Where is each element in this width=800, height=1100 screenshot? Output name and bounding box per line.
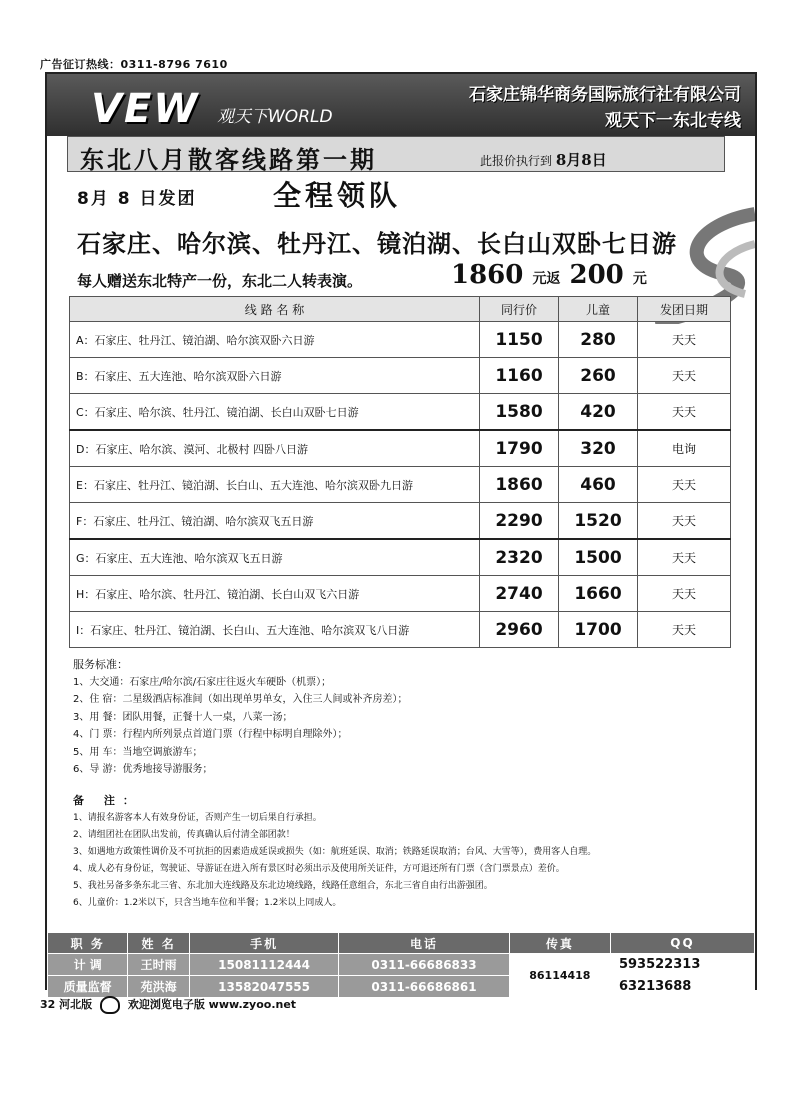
child-price-cell: 1500 — [559, 539, 638, 576]
escort-banner: 全程领队 — [273, 179, 402, 212]
gift-note: 每人赠送东北特产一份，东北二人转表演。 — [77, 272, 363, 290]
child-price-cell: 320 — [559, 430, 638, 467]
contact-row — [48, 976, 755, 998]
page-number: 32 — [40, 998, 56, 1011]
price-valid-date: 8月8日 — [555, 151, 607, 169]
note-item: 3、如遇地方政策性调价及不可抗拒的因素造成延误或损失（如：航班延误、取消；铁路延误取消；台风、大雪等），费用客人自理。 — [73, 847, 597, 857]
service-item: 4、门 票：行程内所列景点首道门票（行程中标明自理除外）； — [73, 729, 348, 740]
service-item: 2、住 宿：二星级酒店标准间（如出现单男单女，入住三人间或补齐房差）； — [73, 694, 408, 705]
note-item: 1、请报名游客本人有效身份证，否则产生一切后果自行承担。 — [73, 813, 322, 823]
logo — [67, 84, 337, 130]
phone-cell: 0311-66686861 — [339, 976, 509, 998]
frequency-cell: 电询 — [638, 430, 731, 467]
col-phone: 电话 — [339, 933, 509, 954]
price-cell: 1580 — [480, 394, 559, 431]
child-price-cell: 420 — [559, 394, 638, 431]
note-item: 5、我社另备多条东北三省、东北加大连线路及东北边境线路，线路任意组合，东北三省自由行出游强团。 — [73, 881, 493, 891]
price-cell: 2960 — [480, 612, 559, 648]
note-item: 6、儿童价：1.2米以下，只含当地车位和半餐；1.2米以上同成人。 — [73, 898, 342, 908]
col-mobile: 手机 — [189, 933, 338, 954]
logo-text: VEW — [91, 86, 200, 132]
child-price-cell: 280 — [559, 322, 638, 358]
price-table — [69, 296, 731, 648]
flyer-frame — [45, 72, 757, 994]
service-item: 3、用 餐：团队用餐，正餐十人一桌，八菜一汤； — [73, 711, 293, 723]
mobile-cell: 13582047555 — [189, 976, 338, 998]
child-price-cell: 460 — [559, 467, 638, 503]
site-link[interactable]: 欢迎浏览电子版 www.zyoo.net — [127, 998, 297, 1011]
header-band — [47, 74, 755, 136]
col-role: 职 务 — [48, 933, 128, 954]
promo-rebate-value: 200 — [569, 260, 624, 290]
price-cell: 2740 — [480, 576, 559, 612]
promo-price-value: 1860 — [451, 260, 524, 290]
contact-row — [48, 954, 755, 976]
line-name: 观天下一东北专线 — [605, 111, 741, 131]
page-footer — [40, 996, 296, 1014]
title-bar — [67, 136, 725, 172]
route-cell: A：石家庄、牡丹江、镜泊湖、哈尔滨双卧六日游 — [70, 322, 480, 358]
contact-table — [47, 932, 755, 998]
site-logo-icon — [100, 996, 120, 1014]
price-cell: 2320 — [480, 539, 559, 576]
page-title: 东北八月散客线路第一期 — [80, 146, 377, 174]
frequency-cell: 天天 — [638, 358, 731, 394]
role-cell: 计 调 — [48, 954, 128, 976]
col-qq: QQ — [610, 933, 754, 954]
note-item: 4、成人必有身份证，驾驶证、导游证在进入所有景区时必须出示及使用所关证件，方可退还所有门票（含门票景点）差价。 — [73, 864, 565, 874]
promo-price — [451, 260, 647, 290]
child-price-cell: 260 — [559, 358, 638, 394]
route-cell: F：石家庄、牡丹江、镜泊湖、哈尔滨双飞五日游 — [70, 503, 480, 540]
departure-date: 8月 8 日发团 — [77, 189, 197, 209]
promo-unit-1: 元返 — [532, 271, 561, 287]
route-cell: D：石家庄、哈尔滨、漠河、北极村 四卧八日游 — [70, 430, 480, 467]
frequency-cell: 天天 — [638, 322, 731, 358]
qq-cell: 63213688 — [610, 976, 754, 998]
note-item: 2、请组团社在团队出发前，传真确认后付清全部团款！ — [73, 830, 295, 840]
col-child: 儿童 — [559, 297, 638, 322]
service-item: 1、大交通：石家庄/哈尔滨/石家庄往返火车硬卧（机票）； — [73, 676, 332, 688]
mobile-cell: 15081112444 — [189, 954, 338, 976]
route-cell: H：石家庄、哈尔滨、牡丹江、镜泊湖、长白山双飞六日游 — [70, 576, 480, 612]
table-row — [70, 612, 731, 648]
col-route: 线 路 名 称 — [70, 297, 480, 322]
child-price-cell: 1700 — [559, 612, 638, 648]
price-cell: 1160 — [480, 358, 559, 394]
service-item: 6、导 游：优秀地接导游服务； — [73, 764, 213, 775]
frequency-cell: 天天 — [638, 503, 731, 540]
qq-cell: 593522313 — [610, 954, 754, 976]
frequency-cell: 天天 — [638, 612, 731, 648]
role-cell: 质量监督 — [48, 976, 128, 998]
edition-label: 河北版 — [59, 998, 93, 1011]
service-standards — [73, 656, 408, 779]
notes-heading: 备 注： — [73, 794, 142, 807]
phone-cell: 0311-66686833 — [339, 954, 509, 976]
col-fax: 传真 — [509, 933, 610, 954]
route-cell: C：石家庄、哈尔滨、牡丹江、镜泊湖、长白山双卧七日游 — [70, 394, 480, 431]
table-row — [70, 576, 731, 612]
logo-subtitle: 观天下WORLD — [217, 107, 333, 127]
table-row — [70, 539, 731, 576]
child-price-cell: 1660 — [559, 576, 638, 612]
frequency-cell: 天天 — [638, 467, 731, 503]
company-name: 石家庄锦华商务国际旅行社有限公司 — [469, 85, 741, 105]
price-valid-note — [480, 149, 607, 170]
featured-tour-title: 石家庄、哈尔滨、牡丹江、镜泊湖、长白山双卧七日游 — [77, 230, 677, 258]
table-row — [70, 467, 731, 503]
route-cell: B：石家庄、五大连池、哈尔滨双卧六日游 — [70, 358, 480, 394]
table-row — [70, 503, 731, 540]
frequency-cell: 天天 — [638, 539, 731, 576]
ad-hotline: 广告征订热线：0311-8796 7610 — [40, 58, 228, 71]
table-row — [70, 358, 731, 394]
col-name: 姓 名 — [128, 933, 189, 954]
table-row — [70, 394, 731, 431]
promo-unit-2: 元 — [632, 271, 647, 287]
name-cell: 王时雨 — [128, 954, 189, 976]
price-cell: 1790 — [480, 430, 559, 467]
frequency-cell: 天天 — [638, 576, 731, 612]
fax-cell: 86114418 — [509, 954, 610, 998]
price-cell: 1150 — [480, 322, 559, 358]
table-row — [70, 322, 731, 358]
table-row — [70, 430, 731, 467]
name-cell: 苑洪海 — [128, 976, 189, 998]
route-cell: G：石家庄、五大连池、哈尔滨双飞五日游 — [70, 539, 480, 576]
service-item: 5、用 车：当地空调旅游车； — [73, 746, 203, 758]
route-cell: I：石家庄、牡丹江、镜泊湖、长白山、五大连池、哈尔滨双飞八日游 — [70, 612, 480, 648]
col-frequency: 发团日期 — [638, 297, 731, 322]
service-heading: 服务标准： — [73, 658, 128, 671]
notes-list — [73, 810, 753, 912]
frequency-cell: 天天 — [638, 394, 731, 431]
route-cell: E：石家庄、牡丹江、镜泊湖、长白山、五大连池、哈尔滨双卧九日游 — [70, 467, 480, 503]
col-price: 同行价 — [480, 297, 559, 322]
price-valid-label: 此报价执行到 — [480, 154, 553, 168]
price-cell: 1860 — [480, 467, 559, 503]
price-cell: 2290 — [480, 503, 559, 540]
child-price-cell: 1520 — [559, 503, 638, 540]
